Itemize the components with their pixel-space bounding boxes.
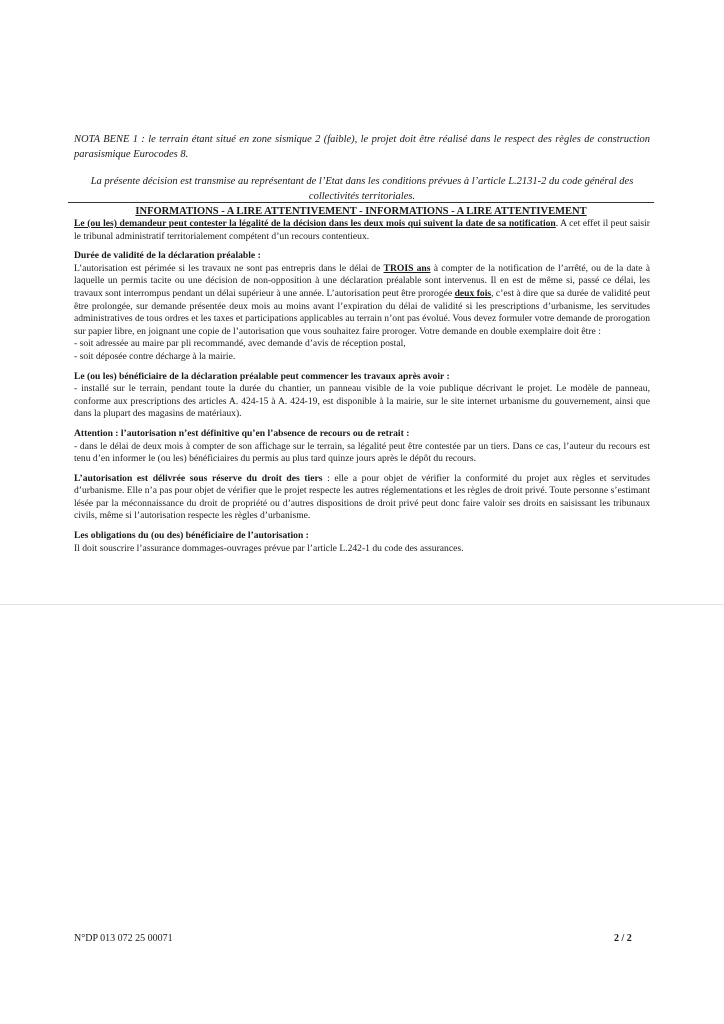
travaux-title: Le (ou les) bénéficiaire de la déclaration préalable peut commencer les travaux après avoir : xyxy=(74,370,450,382)
tiers-paragraph xyxy=(74,473,650,523)
validite-paragraph xyxy=(74,263,650,339)
transmission-notice: La présente décision est transmise au représentant de l’Etat dans les conditions prévues à l’article L.2131-2 du code général des collectivités territoriales. xyxy=(90,175,634,202)
validite-title: Durée de validité de la déclaration préalable : xyxy=(74,250,261,262)
validite-text-1: L’autorisation est périmée si les travaux ne sont pas entrepris dans le délai de xyxy=(74,262,384,274)
tiers-text: : elle a pour objet de vérifier la conformité du projet aux règles et servitudes d’urbanisme. Elle n’a pas pour objet de vérifier que le projet respecte les autres réglementations et les règles de droit privé. Toute personne s’estimant lésée par la méconnaissance du droit de propriété ou d’autres dispositions de droit privé peut donc faire valoir ses droits en saisissant les tribunaux civils, même si l’autorisation respecte les règles d’urbanisme. xyxy=(74,472,650,522)
obligations-title: Les obligations du (ou des) bénéficiaire de l’autorisation : xyxy=(74,530,309,542)
attention-title: Attention : l’autorisation n’est définitive qu’en l’absence de recours ou de retrait : xyxy=(74,427,410,439)
page-fold-line xyxy=(0,604,724,605)
information-header xyxy=(68,205,654,218)
page-number: 2 / 2 xyxy=(614,933,632,944)
recours-text: . A cet effet il peut saisir le tribunal administratif territorialement compétent d’un recours contentieux. xyxy=(74,218,651,242)
attention-text: - dans le délai de deux mois à compter de son affichage sur le terrain, sa légalité peut être contestée par un tiers. Dans ce cas, l’auteur du recours est tenu d’en informer le (ou les) bénéficiaires du permis au plus tard quinze jours après le dépôt du recours. xyxy=(74,440,650,465)
validite-text-2: à compter de la notification de l’arrêté, ou de la date à laquelle un permis tacite ou une décision de non-opposition à une déclaration préalable sont intervenus. Il en est de même si, passé ce délai, les travaux sont interrompus pendant un délai supérieur à une année. L’autorisation peut être prorogée xyxy=(74,262,650,299)
information-body xyxy=(74,218,650,555)
information-header-text: INFORMATIONS - A LIRE ATTENTIVEMENT - INFORMATIONS - A LIRE ATTENTIVEMENT xyxy=(135,206,587,217)
validite-deux-fois: deux fois xyxy=(454,287,492,299)
recours-paragraph xyxy=(74,218,650,243)
validite-text-3: , c’est à dire que sa durée de validité peut être prolongée, sur demande présentée deux mois au moins avant l’expiration du délai de validité si les prescriptions d’urbanisme, les servitudes administratives de tous ordres et les taxes et participations applicables au terrain n’ont pas évolué. Vous devez formuler votre demande de prorogation sur papier libre, en joignant une copie de l’autorisation que vous souhaitez faire proroger. Votre demande en double exemplaire doit être : xyxy=(74,287,650,337)
travaux-text: - installé sur le terrain, pendant toute la durée du chantier, un panneau visible de la voie publique décrivant le projet. Le modèle de panneau, conforme aux prescriptions des articles A. 424-15 à A. 424-19, est disponible à la mairie, sur le site internet urbanisme du gouvernement, ainsi que dans la plupart des magasins de matériaux). xyxy=(74,383,650,420)
validite-bullet-2: - soit déposée contre décharge à la mairie. xyxy=(74,350,236,362)
nota-bene: NOTA BENE 1 : le terrain étant situé en zone sismique 2 (faible), le projet doit être réalisé dans le respect des règles de construction parasismique Eurocodes 8. xyxy=(74,133,650,160)
validite-trois-ans: TROIS ans xyxy=(383,262,431,274)
validite-bullet-1: - soit adressée au maire par pli recommandé, avec demande d’avis de réception postal, xyxy=(74,338,406,350)
tiers-title: L’autorisation est délivrée sous réserve du droit des tiers xyxy=(74,472,323,484)
document-reference: N°DP 013 072 25 00071 xyxy=(74,933,173,944)
section-divider xyxy=(68,202,654,203)
obligations-text: Il doit souscrire l’assurance dommages-ouvrages prévue par l’article L.242-1 du code des assurances. xyxy=(74,542,464,554)
recours-emphasis: Le (ou les) demandeur peut contester la légalité de la décision dans les deux mois qui suivent la date de sa notification xyxy=(74,218,556,229)
